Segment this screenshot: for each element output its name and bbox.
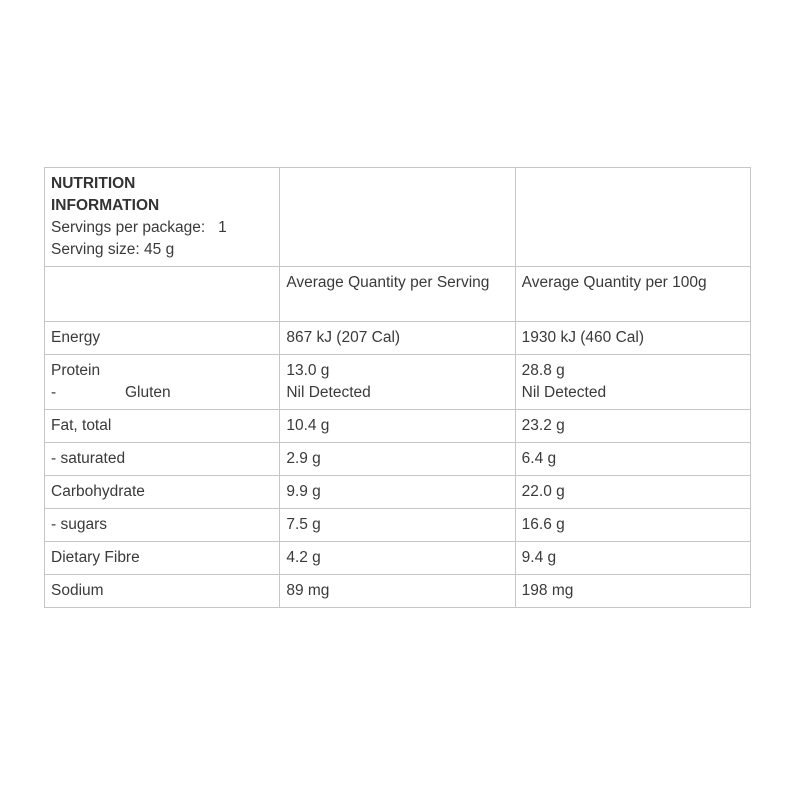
nutrient-label: - sugars [45,509,280,542]
column-headings-row [45,267,751,322]
gluten-per-100g-value: Nil Detected [521,384,607,401]
nutrient-label: Carbohydrate [45,476,280,509]
gluten-label: Gluten [125,384,171,401]
serving-size: Serving size: 45 g [51,241,175,258]
per-100g-value: 16.6 g [515,509,750,542]
per-100g-value: 9.4 g [515,542,750,575]
title-line-1: NUTRITION [51,175,136,192]
per-serving-value: 2.9 g [280,443,515,476]
empty-header-cell [515,168,750,267]
sub-item-dash: - [51,384,57,401]
per-100g-value: 23.2 g [515,410,750,443]
nutrient-label: Dietary Fibre [45,542,280,575]
table-row [45,575,751,608]
nutrition-header-cell [45,168,280,267]
per-100g-heading: Average Quantity per 100g [515,267,750,322]
per-100g-value: 198 mg [515,575,750,608]
table-row [45,322,751,355]
servings-per-package: Servings per package: 1 [51,219,227,236]
per-serving-value: 9.9 g [280,476,515,509]
table-row [45,410,751,443]
protein-per-100g-cell [515,355,750,410]
nutrition-table [44,167,751,608]
title-line-2: INFORMATION [51,197,160,214]
per-serving-heading: Average Quantity per Serving [280,267,515,322]
per-100g-value: 1930 kJ (460 Cal) [515,322,750,355]
per-serving-value: 867 kJ (207 Cal) [280,322,515,355]
protein-per-serving-cell [280,355,515,410]
table-row [45,476,751,509]
table-row [45,509,751,542]
nutrient-label: Fat, total [45,410,280,443]
per-serving-value: 89 mg [280,575,515,608]
table-row [45,542,751,575]
per-serving-value: 13.0 g [286,362,330,379]
nutrient-label: Protein [51,362,101,379]
empty-label-heading [45,267,280,322]
empty-header-cell [280,168,515,267]
gluten-sub-label [51,382,273,404]
table-row [45,355,751,410]
gluten-per-serving-value: Nil Detected [286,384,371,401]
table-row [45,443,751,476]
nutrient-label: - saturated [45,443,280,476]
per-100g-value: 22.0 g [515,476,750,509]
nutrient-label: Sodium [45,575,280,608]
per-serving-value: 10.4 g [280,410,515,443]
per-100g-value: 6.4 g [515,443,750,476]
nutrient-label: Energy [45,322,280,355]
per-100g-value: 28.8 g [521,362,565,379]
per-serving-value: 4.2 g [280,542,515,575]
table-header-row [45,168,751,267]
protein-label-cell [45,355,280,410]
per-serving-value: 7.5 g [280,509,515,542]
